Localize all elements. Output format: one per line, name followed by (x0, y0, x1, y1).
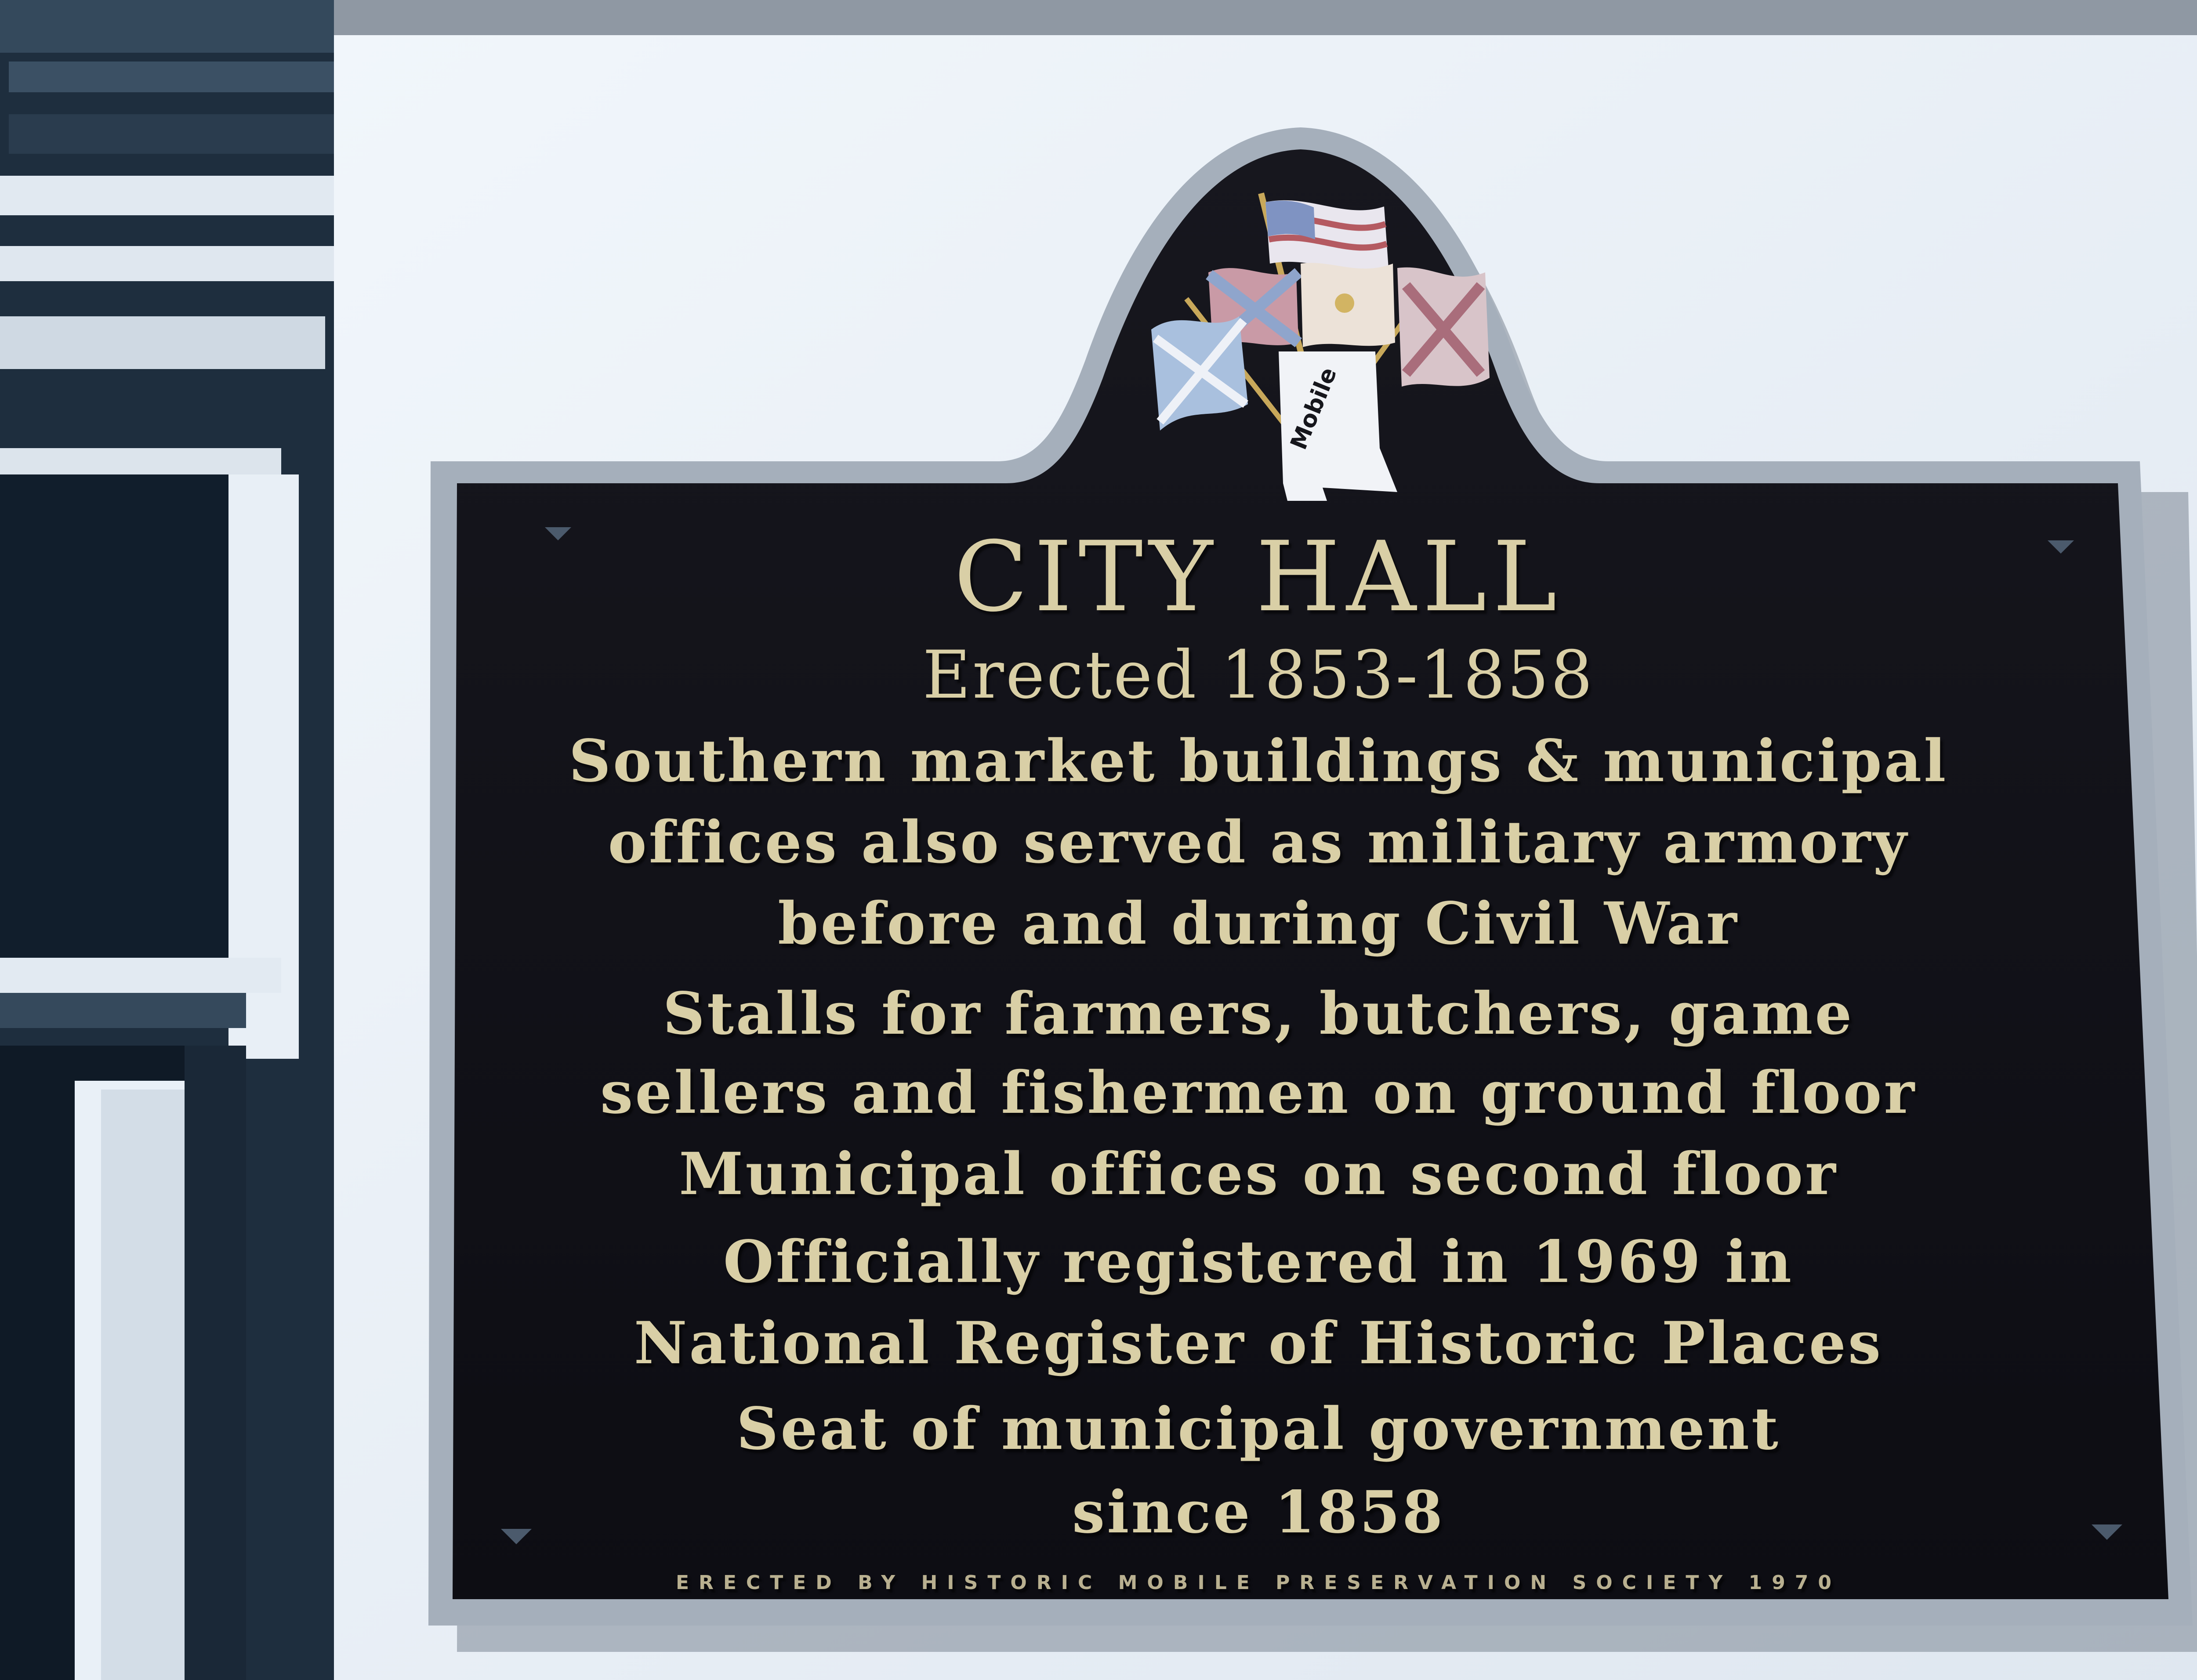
plaque-line: Stalls for farmers, butchers, game (663, 980, 1854, 1048)
plaque-line: Southern market buildings & municipal (569, 727, 1948, 795)
plaque-line: since 1858 (1072, 1478, 1445, 1546)
plaque-title: CITY HALL (953, 521, 1563, 633)
plaque-line: Municipal offices on second floor (679, 1140, 1838, 1208)
plaque-line: National Register of Historic Places (634, 1309, 1883, 1377)
plaque-line: Officially registered in 1969 in (723, 1228, 1794, 1296)
plaque-line: before and during Civil War (778, 890, 1739, 958)
plaque-line: Seat of municipal government (736, 1395, 1780, 1463)
plaque-subtitle: Erected 1853-1858 (922, 637, 1595, 713)
plaque-line: sellers and fishermen on ground floor (600, 1059, 1917, 1127)
plaque-footer: ERECTED BY HISTORIC MOBILE PRESERVATION SOCIETY 1970 (675, 1571, 1842, 1594)
emblem-map-label: Mobile (1285, 364, 1342, 453)
plaque-line: offices also served as military armory (608, 808, 1909, 876)
